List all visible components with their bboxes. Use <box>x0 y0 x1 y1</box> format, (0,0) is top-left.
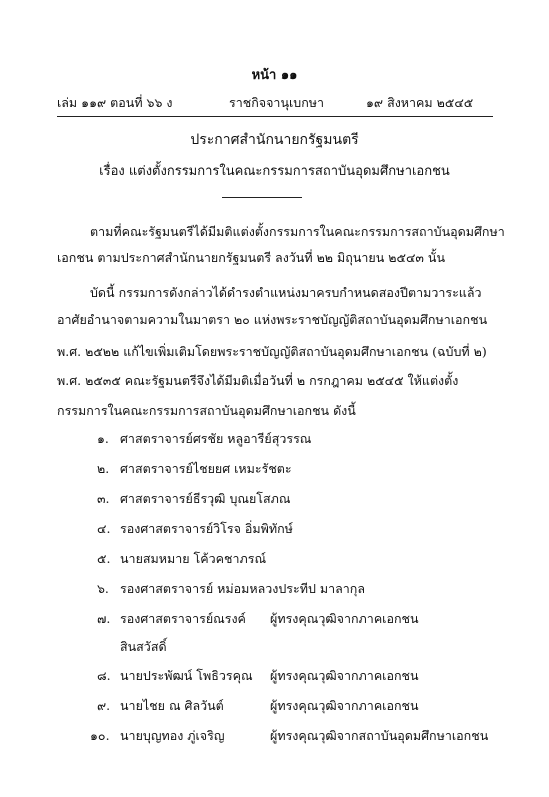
member-name: นายบุญทอง ภู่เจริญ <box>120 728 225 743</box>
member-number: ๙. <box>97 698 111 713</box>
member-name: รองศาสตราจารย์ณรงค์ <box>120 611 246 626</box>
member-number: ๑. <box>97 431 109 446</box>
member-name: ศาสตราจารย์ไชยยศ เหมะรัชตะ <box>120 461 292 476</box>
header-divider <box>57 116 493 117</box>
title-divider <box>222 197 302 198</box>
body-line: พ.ศ. ๒๕๓๕ คณะรัฐมนตรีจึงได้มีมติเมื่อวันที่ ๒ กรกฎาคม ๒๕๔๕ ให้แต่งตั้ง <box>57 373 459 388</box>
member-name: ศาสตราจารย์ธีรวุฒิ บุณยโสภณ <box>120 491 291 506</box>
body-line: เอกชน ตามประกาศสำนักนายกรัฐมนตรี ลงวันที่ ๒๒ มิถุนายน ๒๕๔๓ นั้น <box>57 250 446 265</box>
body-line: บัดนี้ กรรมการดังกล่าวได้ดำรงตำแหน่งมาครบกำหนดสองปีตามวาระแล้ว <box>90 285 482 300</box>
body-line: อาศัยอำนาจตามความในมาตรา ๒๐ แห่งพระราชบัญญัติสถาบันอุดมศึกษาเอกชน <box>57 312 488 327</box>
document-title: ประกาศสำนักนายกรัฐมนตรี <box>190 132 359 148</box>
body-line: กรรมการในคณะกรรมการสถาบันอุดมศึกษาเอกชน ดังนี้ <box>57 403 356 418</box>
gazette-name: ราชกิจจานุเบกษา <box>229 95 325 110</box>
member-number: ๕. <box>97 551 111 566</box>
page-number: หน้า ๑๑ <box>251 68 298 83</box>
member-role: ผู้ทรงคุณวุฒิจากภาคเอกชน <box>270 698 419 713</box>
member-name: รองศาสตราจารย์วิโรจ อิ่มพิทักษ์ <box>120 521 293 536</box>
member-name: รองศาสตราจารย์ หม่อมหลวงประทีป มาลากุล <box>120 581 366 596</box>
member-number: ๒. <box>97 461 110 476</box>
member-name: ศาสตราจารย์ศรชัย หลูอารีย์สุวรรณ <box>120 431 312 446</box>
issue-date: ๑๙ สิงหาคม ๒๕๔๕ <box>366 95 474 110</box>
member-number: ๖. <box>97 581 109 596</box>
member-role: ผู้ทรงคุณวุฒิจากภาคเอกชน <box>270 668 419 683</box>
member-name: นายสมหมาย โค้วคชาภรณ์ <box>120 551 267 566</box>
member-number: ๘. <box>97 668 111 683</box>
document-subject: เรื่อง แต่งตั้งกรรมการในคณะกรรมการสถาบันอุดมศึกษาเอกชน <box>99 164 450 179</box>
member-name-continued: สินสวัสดิ์ <box>120 639 167 654</box>
volume-label: เล่ม ๑๑๙ ตอนที่ ๖๖ ง <box>57 95 173 110</box>
member-number: ๓. <box>97 491 110 506</box>
member-name: นายประพัฒน์ โพธิวรคุณ <box>120 668 253 683</box>
member-number: ๑๐. <box>90 728 110 743</box>
member-role: ผู้ทรงคุณวุฒิจากสถาบันอุดมศึกษาเอกชน <box>270 728 489 743</box>
member-name: นายไชย ณ ศิลวันต์ <box>120 698 224 713</box>
body-line: ตามที่คณะรัฐมนตรีได้มีมติแต่งตั้งกรรมการในคณะกรรมการสถาบันอุดมศึกษา <box>90 224 505 239</box>
member-number: ๗. <box>97 611 111 626</box>
member-role: ผู้ทรงคุณวุฒิจากภาคเอกชน <box>270 611 419 626</box>
body-line: พ.ศ. ๒๕๒๒ แก้ไขเพิ่มเติมโดยพระราชบัญญัติสถาบันอุดมศึกษาเอกชน (ฉบับที่ ๒) <box>57 344 487 359</box>
member-number: ๔. <box>97 521 111 536</box>
